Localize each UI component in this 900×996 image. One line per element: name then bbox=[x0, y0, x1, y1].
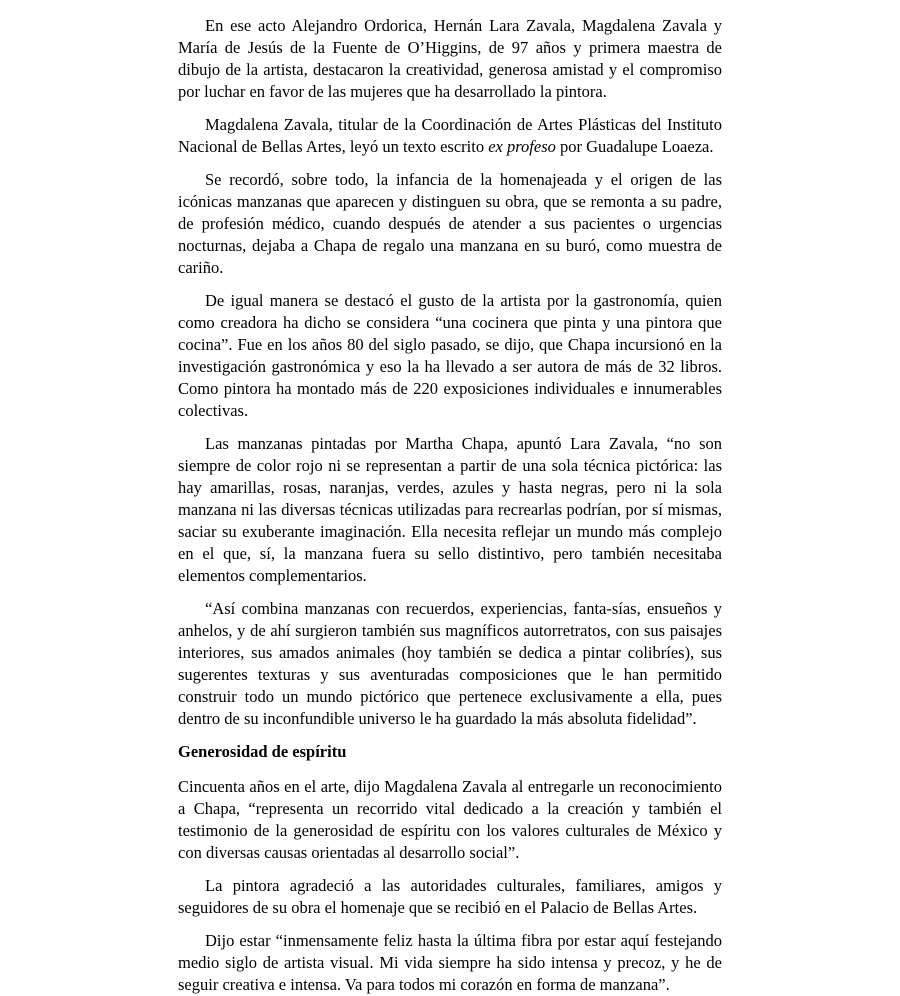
text-run: La pintora agradeció a las autoridades culturales, familiares, amigos y seguidores de su obra el homenaje que se recibió en el Palacio de Bellas Artes. bbox=[178, 876, 722, 917]
text-run: Dijo estar “inmensamente feliz hasta la última fibra por estar aquí festejando medio siglo de artista visual. Mi vida siempre ha sido intensa y precoz, y he de seguir creativa e intensa. Va para todos mi corazón en forma de manzana”. bbox=[178, 931, 722, 994]
document-body bbox=[178, 15, 722, 996]
section-heading bbox=[178, 741, 722, 763]
italic-text-run: ex profeso bbox=[488, 137, 556, 156]
text-run: Magdalena Zavala, titular de la Coordinación de Artes Plásticas del Instituto Nacional de Bellas Artes, leyó un texto escrito bbox=[178, 115, 722, 156]
text-run: Se recordó, sobre todo, la infancia de la homenajeada y el origen de las icónicas manzanas que aparecen y distinguen su obra, que se remonta a su padre, de profesión médico, cuando después de atender a sus pacientes o urgencias nocturnas, dejaba a Chapa de regalo una manzana en su buró, como muestra de cariño. bbox=[178, 170, 722, 277]
paragraph bbox=[178, 930, 722, 996]
text-run: “Así combina manzanas con recuerdos, experiencias, fanta-sías, ensueños y anhelos, y de ahí surgieron también sus magníficos autorretratos, con sus paisajes interiores, sus amados animales (hoy también se dedica a pintar colibríes), sus sugerentes texturas y sus aventuradas composiciones que le han permitido construir todo un mundo pictórico que pertenece exclusivamente a ella, pues dentro de su inconfundible universo le ha guardado la más absoluta fidelidad”. bbox=[178, 599, 722, 728]
text-run: por Guadalupe Loaeza. bbox=[555, 137, 714, 156]
paragraph bbox=[178, 433, 722, 587]
text-run: Cincuenta años en el arte, dijo Magdalena Zavala al entregarle un reconocimiento a Chapa, “representa un recorrido vital dedicado a la creación y también el testimonio de la generosidad de espíritu con los valores culturales de México y con diversas causas orientadas al desarrollo social”. bbox=[178, 777, 722, 862]
text-run: De igual manera se destacó el gusto de la artista por la gastronomía, quien como creadora ha dicho se considera “una cocinera que pinta y una pintora que cocina”. Fue en los años 80 del siglo pasado, se dijo, que Chapa incursionó en la investigación gastronómica y eso la ha llevado a ser autora de más de 32 libros. Como pintora ha montado más de 220 exposiciones individuales e innumerables colectivas. bbox=[178, 291, 722, 420]
paragraph bbox=[178, 15, 722, 103]
paragraph bbox=[178, 598, 722, 730]
paragraph bbox=[178, 875, 722, 919]
text-run: En ese acto Alejandro Ordorica, Hernán Lara Zavala, Magdalena Zavala y María de Jesús de la Fuente de O’Higgins, de 97 años y primera maestra de dibujo de la artista, destacaron la creatividad, generosa amistad y el compromiso por luchar en favor de las mujeres que ha desarrollado la pintora. bbox=[178, 16, 722, 101]
text-run: Las manzanas pintadas por Martha Chapa, apuntó Lara Zavala, “no son siempre de color rojo ni se representan a partir de una sola técnica pictórica: las hay amarillas, rosas, naranjas, verdes, azules y hasta negras, pero ni la sola manzana ni las diversas técnicas utilizadas para recrearlas podrían, por sí mismas, saciar su exuberante imaginación. Ella necesita reflejar un mundo más complejo en el que, sí, la manzana fuera su sello distintivo, pero también necesitaba elementos complementarios. bbox=[178, 434, 722, 585]
text-run: Generosidad de espíritu bbox=[178, 742, 347, 761]
paragraph bbox=[178, 776, 722, 864]
paragraph bbox=[178, 114, 722, 158]
paragraph bbox=[178, 169, 722, 279]
paragraph bbox=[178, 290, 722, 422]
